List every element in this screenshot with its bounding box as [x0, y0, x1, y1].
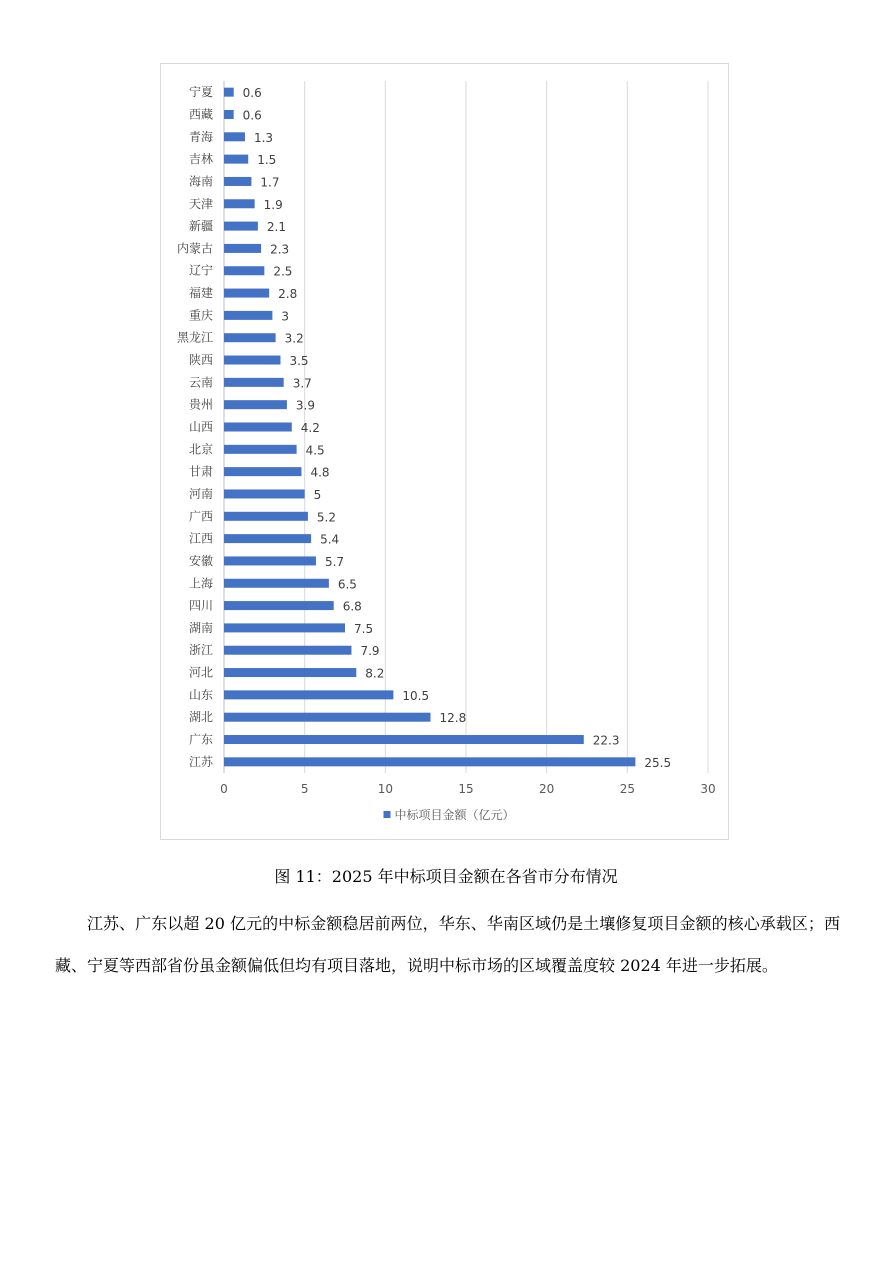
data-label: 12.8 — [439, 711, 467, 726]
category-label: 天津 — [188, 196, 213, 211]
data-label: 3.2 — [284, 331, 304, 346]
x-tick-label: 10 — [377, 782, 393, 796]
category-label: 山东 — [188, 687, 213, 702]
data-label: 2.5 — [273, 264, 293, 279]
category-label: 吉林 — [188, 152, 213, 167]
x-tick-label: 15 — [458, 782, 474, 796]
category-label: 江苏 — [188, 754, 213, 769]
data-label: 7.9 — [360, 644, 380, 659]
bar — [224, 579, 329, 588]
x-tick-label: 0 — [220, 782, 228, 796]
x-tick-label: 5 — [300, 782, 309, 796]
data-label: 22.3 — [592, 733, 620, 748]
category-label: 云南 — [188, 375, 213, 390]
data-label: 3.7 — [292, 376, 312, 391]
data-label: 1.9 — [263, 197, 283, 212]
data-label: 4.5 — [305, 443, 325, 458]
data-label: 5 — [313, 487, 322, 502]
legend-swatch — [384, 811, 391, 818]
data-label: 3 — [281, 309, 290, 324]
bar — [224, 423, 292, 432]
bar — [224, 668, 356, 677]
data-label: 2.8 — [278, 287, 298, 302]
legend-label: 中标项目金额（亿元） — [394, 808, 515, 822]
bar — [224, 311, 272, 320]
data-label: 25.5 — [644, 755, 672, 770]
bar — [224, 333, 276, 342]
bar — [224, 400, 287, 409]
data-label: 6.5 — [337, 577, 357, 592]
category-label: 青海 — [188, 129, 213, 144]
bar — [224, 88, 234, 97]
data-label: 5.4 — [320, 532, 340, 547]
category-label: 新疆 — [188, 219, 213, 234]
x-tick-label: 30 — [700, 782, 716, 796]
bar — [224, 378, 284, 387]
bar-chart — [161, 64, 728, 839]
category-label: 广东 — [188, 732, 213, 747]
data-label: 10.5 — [402, 688, 430, 703]
data-label: 7.5 — [354, 621, 374, 636]
bar — [224, 244, 261, 253]
category-label: 上海 — [188, 576, 213, 591]
data-label: 1.3 — [253, 130, 274, 145]
category-label: 陕西 — [188, 353, 213, 368]
bar — [224, 534, 311, 543]
data-label: 4.8 — [310, 465, 330, 480]
bar — [224, 222, 258, 231]
x-tick-label: 25 — [619, 782, 635, 796]
category-label: 内蒙古 — [176, 241, 213, 256]
bar — [224, 735, 584, 744]
chart-frame — [160, 63, 729, 840]
body-paragraph: 江苏、广东以超 20 亿元的中标金额稳居前两位，华东、华南区域仍是土壤修复项目金额的核心承载区；西藏、宁夏等西部省份虽金额偏低但均有项目落地，说明中标市场的区域覆盖度较 2024 年进一步拓展。 — [55, 914, 840, 975]
bar — [224, 556, 316, 565]
bar — [224, 646, 351, 655]
data-label: 8.2 — [365, 666, 385, 681]
data-label: 3.5 — [289, 354, 309, 369]
data-label: 2.1 — [266, 220, 286, 235]
bar — [224, 467, 301, 476]
bar — [224, 110, 234, 119]
bar — [224, 199, 255, 208]
data-label: 4.2 — [300, 421, 320, 435]
category-label: 山西 — [188, 420, 213, 434]
bar — [224, 289, 269, 298]
bar — [224, 445, 297, 454]
bar — [224, 356, 280, 365]
category-label: 北京 — [188, 442, 213, 457]
data-label: 1.5 — [257, 153, 277, 168]
category-label: 浙江 — [188, 643, 213, 658]
bar — [224, 266, 264, 275]
category-label: 海南 — [188, 174, 213, 189]
category-label: 江西 — [188, 531, 213, 546]
category-label: 河南 — [188, 486, 213, 501]
category-label: 宁夏 — [188, 85, 213, 100]
data-label: 5.7 — [324, 554, 345, 569]
category-label: 甘肃 — [188, 464, 213, 479]
x-tick-label: 20 — [539, 782, 555, 796]
figure-caption: 图 11：2025 年中标项目金额在各省市分布情况 — [274, 867, 618, 886]
bar — [224, 132, 245, 141]
category-label: 贵州 — [188, 397, 213, 412]
bar — [224, 489, 305, 498]
data-label: 0.6 — [242, 108, 262, 123]
category-label: 湖北 — [188, 710, 213, 725]
category-label: 福建 — [188, 286, 213, 301]
category-label: 河北 — [188, 665, 213, 680]
category-label: 辽宁 — [188, 263, 213, 278]
data-label: 5.2 — [316, 510, 336, 525]
bar — [224, 623, 345, 632]
category-label: 西藏 — [188, 107, 213, 122]
data-label: 2.3 — [270, 242, 290, 257]
data-label: 3.9 — [295, 398, 316, 413]
category-label: 四川 — [188, 598, 213, 613]
category-label: 湖南 — [188, 620, 213, 635]
bar — [224, 757, 635, 766]
category-label: 安徽 — [188, 553, 213, 568]
category-label: 黑龙江 — [176, 330, 213, 345]
data-label: 0.6 — [242, 86, 262, 101]
data-label: 1.7 — [260, 175, 280, 190]
bar — [224, 512, 308, 521]
bar — [224, 601, 334, 610]
bar — [224, 690, 393, 699]
data-label: 6.8 — [342, 599, 362, 614]
category-label: 重庆 — [188, 308, 213, 323]
bar — [224, 713, 431, 722]
category-label: 广西 — [188, 509, 213, 524]
bar — [224, 155, 248, 164]
bar — [224, 177, 251, 186]
